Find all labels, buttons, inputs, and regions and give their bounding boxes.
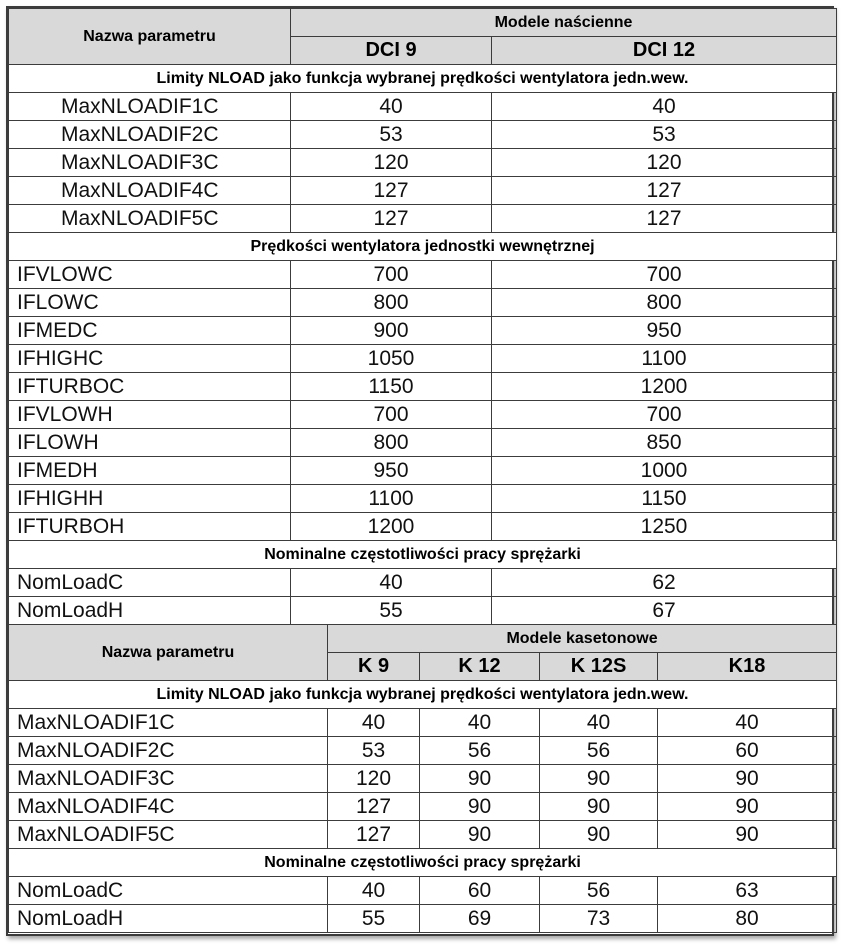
parameter-value: 700 xyxy=(492,401,837,429)
section-row xyxy=(9,849,837,877)
parameter-name: IFTURBOC xyxy=(9,373,291,401)
parameter-value: 80 xyxy=(658,905,837,933)
parameter-value: 950 xyxy=(291,457,492,485)
parameter-name: IFLOWH xyxy=(9,429,291,457)
table-row xyxy=(9,765,837,793)
parameter-name: NomLoadH xyxy=(9,597,291,625)
section-row xyxy=(9,681,837,709)
parameter-name: MaxNLOADIF1C xyxy=(9,709,328,737)
parameter-value: 800 xyxy=(492,289,837,317)
section-row xyxy=(9,541,837,569)
parameter-name: MaxNLOADIF3C xyxy=(9,765,328,793)
parameter-value: 120 xyxy=(291,149,492,177)
table-row xyxy=(9,401,837,429)
parameter-value: 127 xyxy=(492,177,837,205)
parameter-value: 90 xyxy=(658,821,837,849)
table-row xyxy=(9,457,837,485)
section-title: Limity NLOAD jako funkcja wybranej prędkości wentylatora jedn.wew. xyxy=(9,65,837,93)
table-row xyxy=(9,345,837,373)
table-row xyxy=(9,821,837,849)
table-row xyxy=(9,569,837,597)
parameter-name: MaxNLOADIF5C xyxy=(9,205,291,233)
parameter-value: 800 xyxy=(291,289,492,317)
parameter-name: MaxNLOADIF3C xyxy=(9,149,291,177)
table-row xyxy=(9,121,837,149)
table-row xyxy=(9,149,837,177)
parameter-value: 56 xyxy=(540,737,658,765)
section-row xyxy=(9,65,837,93)
parameter-value: 60 xyxy=(420,877,540,905)
parameter-value: 1200 xyxy=(492,373,837,401)
parameter-value: 62 xyxy=(492,569,837,597)
cassette-model-header: K 12S xyxy=(540,653,658,681)
section-title: Limity NLOAD jako funkcja wybranej prędkości wentylatora jedn.wew. xyxy=(9,681,837,709)
parameter-value: 40 xyxy=(658,709,837,737)
parameter-value: 120 xyxy=(492,149,837,177)
parameter-value: 55 xyxy=(328,905,420,933)
parameter-value: 700 xyxy=(291,261,492,289)
parameter-value: 90 xyxy=(540,765,658,793)
parameter-value: 127 xyxy=(328,793,420,821)
parameter-name: IFVLOWH xyxy=(9,401,291,429)
table-row xyxy=(9,429,837,457)
cassette-param-header: Nazwa parametru xyxy=(9,625,328,681)
parameter-value: 800 xyxy=(291,429,492,457)
table-row xyxy=(9,793,837,821)
cassette-group-header: Modele kasetonowe xyxy=(328,625,837,653)
table-row xyxy=(9,205,837,233)
parameter-value: 127 xyxy=(328,821,420,849)
section-title: Prędkości wentylatora jednostki wewnętrznej xyxy=(9,233,837,261)
parameter-value: 127 xyxy=(492,205,837,233)
parameter-name: IFHIGHC xyxy=(9,345,291,373)
parameter-value: 90 xyxy=(658,793,837,821)
table-row xyxy=(9,737,837,765)
wall-model-header: DCI 9 xyxy=(291,37,492,65)
table-row xyxy=(9,177,837,205)
wall-models-table xyxy=(8,8,837,625)
parameter-value: 73 xyxy=(540,905,658,933)
parameter-name: MaxNLOADIF5C xyxy=(9,821,328,849)
parameter-value: 127 xyxy=(291,205,492,233)
parameter-value: 63 xyxy=(658,877,837,905)
section-title: Nominalne częstotliwości pracy sprężarki xyxy=(9,849,837,877)
parameter-value: 90 xyxy=(420,793,540,821)
table-row xyxy=(9,261,837,289)
table-row xyxy=(9,485,837,513)
parameter-value: 1050 xyxy=(291,345,492,373)
table-row xyxy=(9,513,837,541)
table-row xyxy=(9,597,837,625)
wall-group-header: Modele naścienne xyxy=(291,9,837,37)
parameter-value: 56 xyxy=(420,737,540,765)
parameter-value: 40 xyxy=(328,877,420,905)
parameter-name: MaxNLOADIF1C xyxy=(9,93,291,121)
parameter-value: 55 xyxy=(291,597,492,625)
parameter-name: NomLoadC xyxy=(9,877,328,905)
section-row xyxy=(9,233,837,261)
parameter-value: 90 xyxy=(658,765,837,793)
parameter-value: 850 xyxy=(492,429,837,457)
parameter-value: 1100 xyxy=(291,485,492,513)
table-row xyxy=(9,289,837,317)
parameter-value: 60 xyxy=(658,737,837,765)
parameter-value: 40 xyxy=(492,93,837,121)
parameter-value: 40 xyxy=(328,709,420,737)
parameter-value: 950 xyxy=(492,317,837,345)
parameter-value: 700 xyxy=(492,261,837,289)
parameter-value: 127 xyxy=(291,177,492,205)
parameter-name: IFMEDC xyxy=(9,317,291,345)
parameter-value: 700 xyxy=(291,401,492,429)
parameter-name: MaxNLOADIF4C xyxy=(9,177,291,205)
parameter-value: 90 xyxy=(540,793,658,821)
parameter-name: IFTURBOH xyxy=(9,513,291,541)
table-row xyxy=(9,373,837,401)
parameter-value: 1150 xyxy=(492,485,837,513)
cassette-model-header: K 12 xyxy=(420,653,540,681)
parameter-name: IFVLOWC xyxy=(9,261,291,289)
section-title: Nominalne częstotliwości pracy sprężarki xyxy=(9,541,837,569)
parameter-value: 53 xyxy=(291,121,492,149)
parameter-sheet xyxy=(6,6,834,936)
parameter-value: 40 xyxy=(540,709,658,737)
parameter-name: NomLoadC xyxy=(9,569,291,597)
table-row xyxy=(9,317,837,345)
cassette-header-row xyxy=(9,625,837,653)
parameter-value: 90 xyxy=(540,821,658,849)
parameter-value: 900 xyxy=(291,317,492,345)
table-row xyxy=(9,709,837,737)
parameter-name: NomLoadH xyxy=(9,905,328,933)
parameter-value: 1000 xyxy=(492,457,837,485)
parameter-name: MaxNLOADIF2C xyxy=(9,737,328,765)
parameter-value: 40 xyxy=(291,569,492,597)
parameter-value: 69 xyxy=(420,905,540,933)
parameter-name: IFLOWC xyxy=(9,289,291,317)
cassette-model-header: K18 xyxy=(658,653,837,681)
table-row xyxy=(9,93,837,121)
table-row xyxy=(9,877,837,905)
parameter-value: 40 xyxy=(420,709,540,737)
parameter-value: 1250 xyxy=(492,513,837,541)
parameter-value: 120 xyxy=(328,765,420,793)
wall-model-header: DCI 12 xyxy=(492,37,837,65)
wall-param-header: Nazwa parametru xyxy=(9,9,291,65)
parameter-name: MaxNLOADIF2C xyxy=(9,121,291,149)
parameter-value: 90 xyxy=(420,821,540,849)
parameter-value: 53 xyxy=(492,121,837,149)
wall-header-row xyxy=(9,9,837,37)
table-row xyxy=(9,905,837,933)
cassette-model-header: K 9 xyxy=(328,653,420,681)
parameter-value: 40 xyxy=(291,93,492,121)
cassette-models-table xyxy=(8,624,837,933)
parameter-value: 1150 xyxy=(291,373,492,401)
parameter-name: IFMEDH xyxy=(9,457,291,485)
parameter-value: 1200 xyxy=(291,513,492,541)
parameter-value: 56 xyxy=(540,877,658,905)
parameter-name: MaxNLOADIF4C xyxy=(9,793,328,821)
parameter-name: IFHIGHH xyxy=(9,485,291,513)
parameter-value: 53 xyxy=(328,737,420,765)
parameter-value: 1100 xyxy=(492,345,837,373)
parameter-value: 90 xyxy=(420,765,540,793)
parameter-value: 67 xyxy=(492,597,837,625)
